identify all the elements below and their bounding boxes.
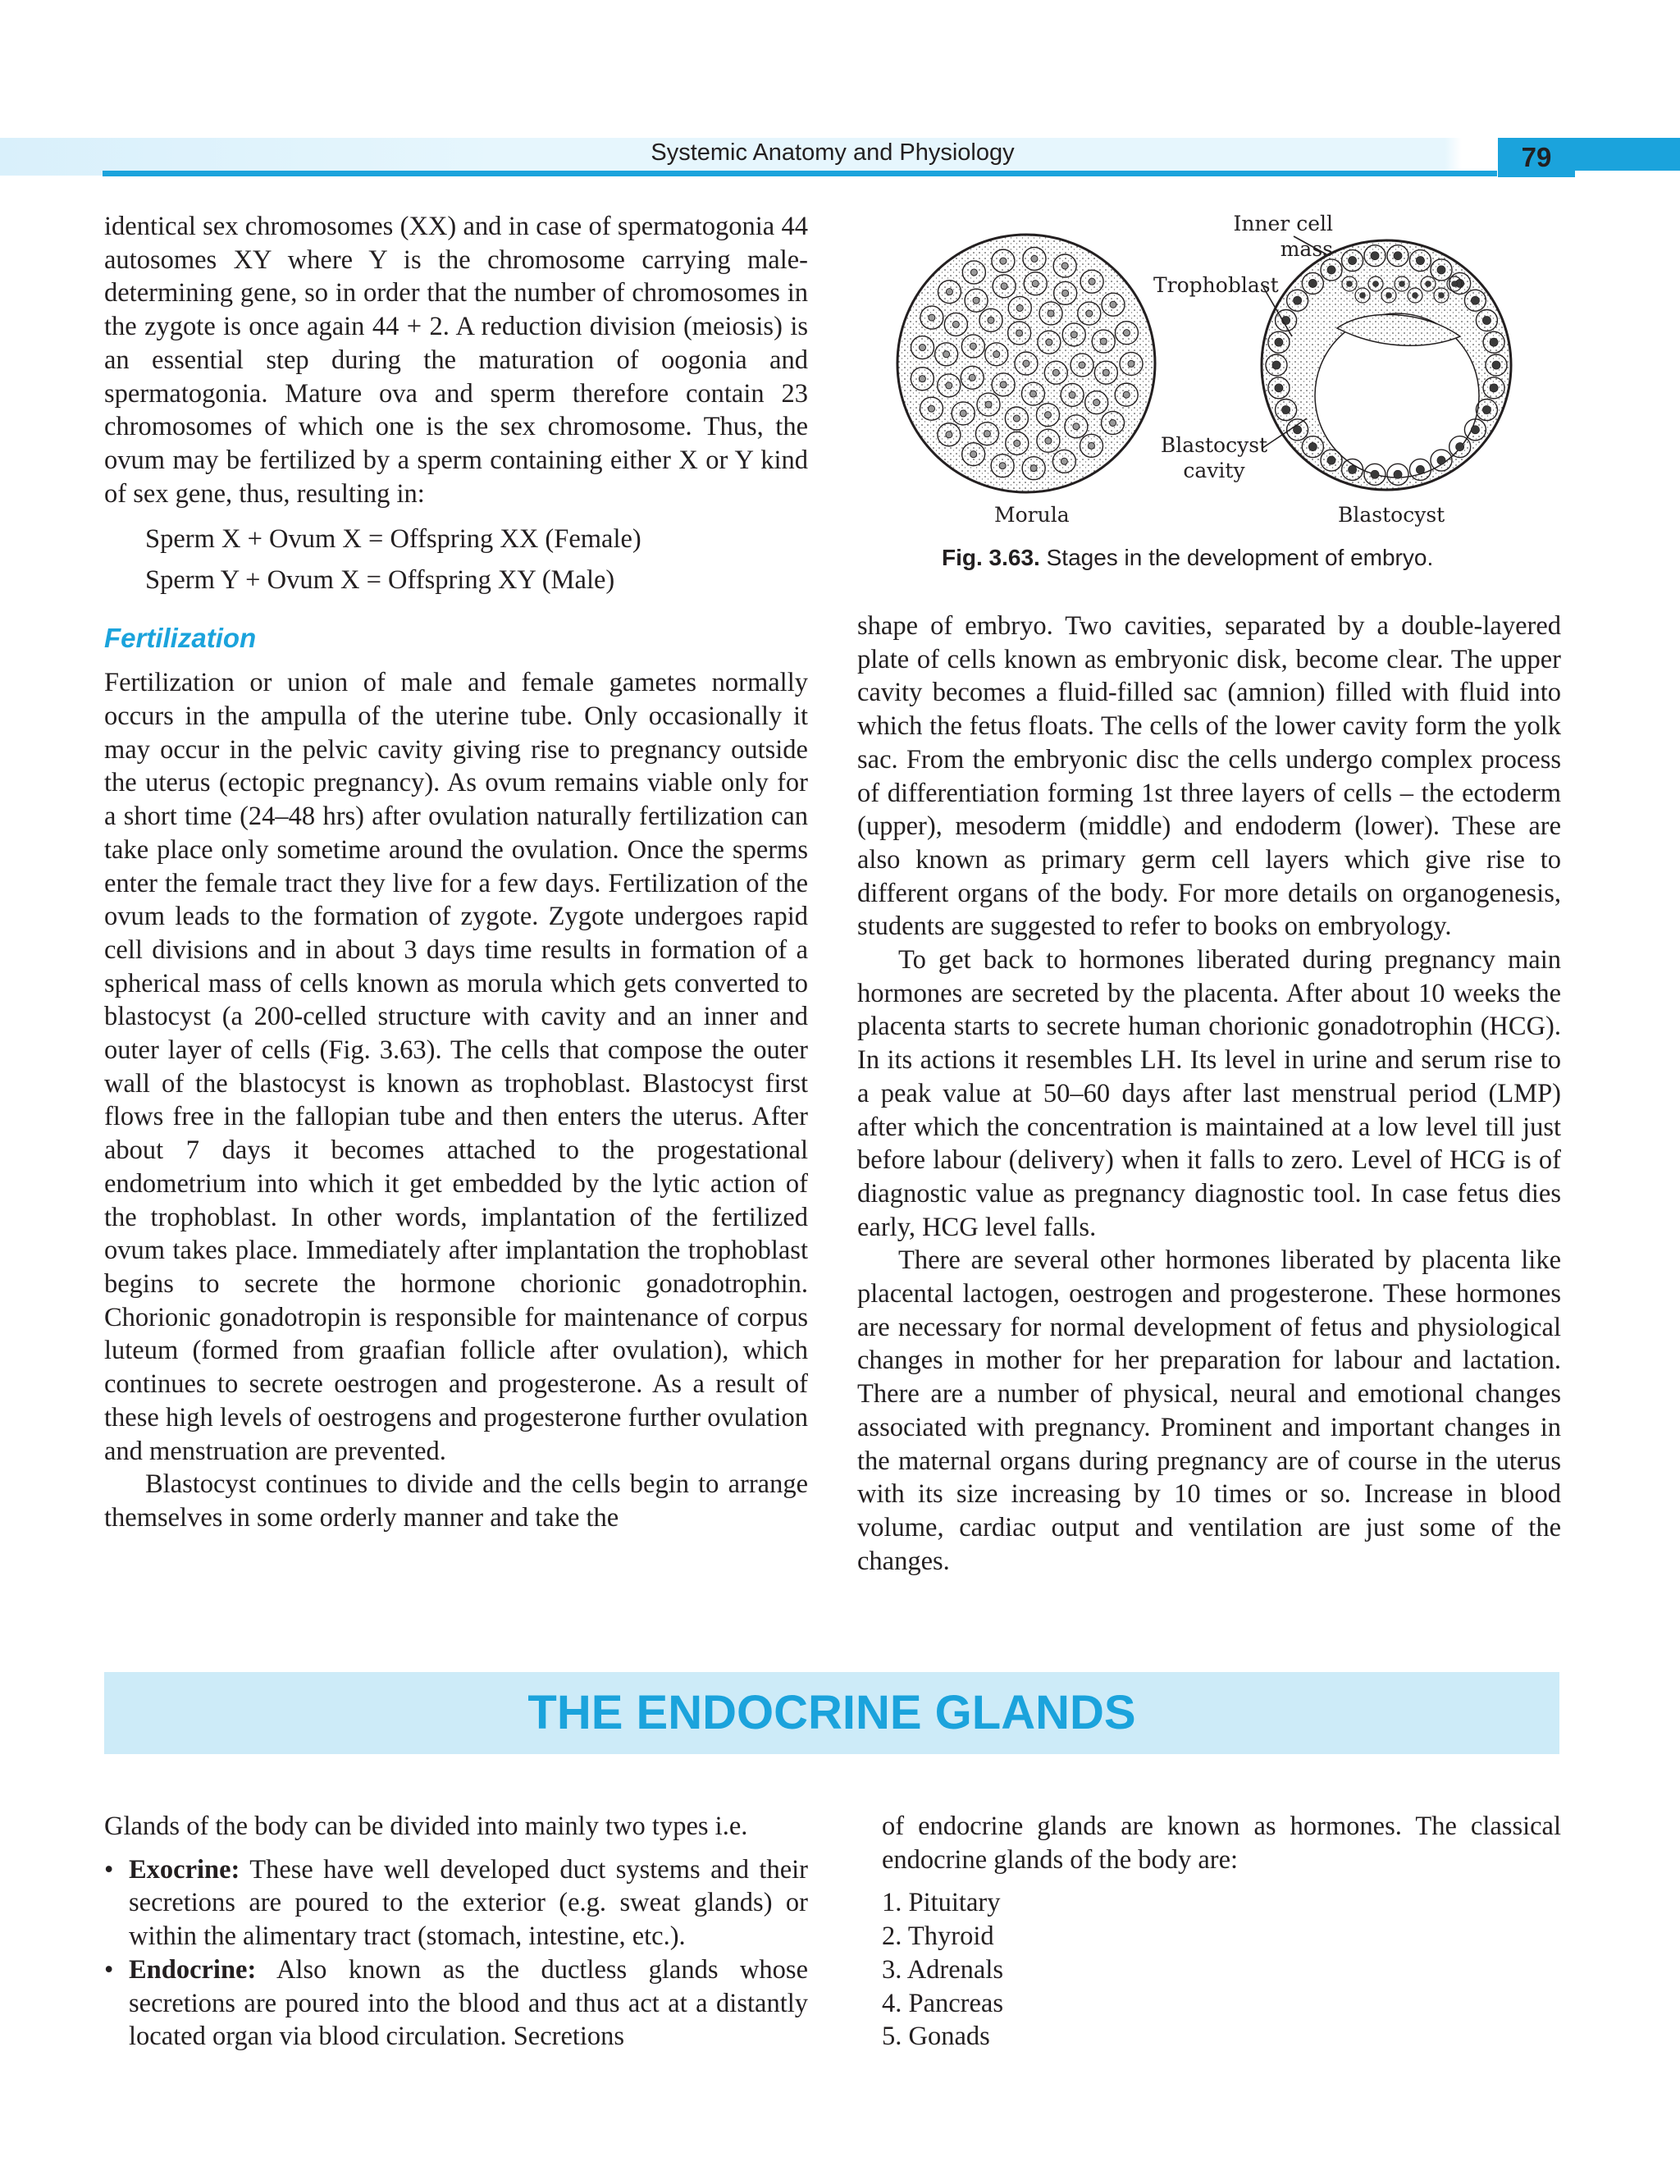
cell-mark (1394, 252, 1402, 260)
list-item: 3. Adrenals (882, 1954, 1004, 1985)
bullet: • (104, 1954, 114, 1985)
cell-mark (1016, 304, 1023, 311)
cell-mark (1079, 362, 1085, 368)
cell-mark (1452, 281, 1458, 287)
cell-mark (1327, 456, 1335, 464)
desc-endocrine: Also known as the ductless glands whose secretions are poured into the blood and thus act at a distantly located organ via blood circulation. Secretions (129, 1954, 808, 2052)
cell-mark (1110, 419, 1116, 426)
term-exocrine: Exocrine: (129, 1854, 240, 1885)
list-item-exocrine (104, 1853, 808, 1953)
morula-drawing (897, 235, 1155, 492)
cell-mark (1031, 255, 1038, 262)
caption-text: Stages in the development of embryo. (1046, 545, 1434, 570)
cell-mark (1416, 465, 1424, 473)
cell-mark (1089, 278, 1095, 285)
cell-mark (1013, 415, 1020, 422)
left-paragraph-2: Fertilization or union of male and female gametes normally occurs in the ampulla of the uterine tube. Only occasionally it may occur in the pelvic cavity giving rise to pregnancy outside the uterus (ectopic pregnancy). As ovum remains viable only for a short time (24–48 hrs) after ovulation naturally fertilization can take place only sometime around the ovulation. Once the sperms enter the female tract they live for a few days. Fertilization of the ovum leads to the formation of zygote. Zygote undergoes rapid cell divisions and in about 3 days time results in formation of a spherical mass of cells known as morula which gets converted to blastocyst (a 200-celled structure with cavity and an inner and outer layer of cells (Fig. 3.63). The cells that compose the outer wall of the blastocyst is known as trophoblast. Blastocyst first flows free in the fallopian tube and then enters the uterus. After about 7 days it becomes attached to the progestational endometrium into which it get embedded by the lytic action of the trophoblast. In other words, implantation of the fertilized ovum takes place. Immediately after implantation the trophoblast begins to secrete the hormone chorionic gonadotrophin. Chorionic gonadotropin is responsible for maintenance of corpus luteum (formed from graafian follicle after ovulation), which continues to secrete oestrogen and progesterone. As a result of these high levels of oestrogens and progesterone further ovulation and menstruation are prevented. (104, 668, 808, 1466)
cell-mark (1123, 391, 1130, 398)
cell-mark (1490, 338, 1498, 346)
cell-mark (984, 431, 990, 437)
list-item: 4. Pancreas (882, 1988, 1003, 2018)
cell-mark (1093, 400, 1100, 406)
cell-mark (1492, 361, 1500, 369)
cell-mark (1308, 443, 1317, 451)
cell-mark (1123, 330, 1130, 336)
label-blastocyst: Blastocyst (1338, 503, 1445, 527)
cell-mark (1000, 258, 1007, 264)
page-number-tab (1575, 138, 1680, 171)
cell-mark (1386, 293, 1392, 299)
cell-mark (993, 351, 1000, 358)
desc-exocrine: These have well developed duct systems and their secretions are poured to the exterior (e.g. sweat glands) or within the alimentary tract (stomach, intestine, etc.). (129, 1854, 808, 1952)
cell-mark (946, 382, 952, 389)
cell-mark (1437, 266, 1445, 274)
cell-mark (1102, 369, 1109, 376)
cell-mark (999, 463, 1006, 469)
list-item: 2. Thyroid (882, 1921, 994, 1952)
cell-mark (929, 314, 935, 321)
cell-mark (973, 297, 979, 304)
cell-mark (1399, 281, 1405, 287)
cell-mark (970, 269, 977, 276)
cell-mark (988, 317, 994, 323)
cell-mark (1482, 316, 1491, 324)
cell-mark (1349, 257, 1357, 265)
right-column (857, 610, 1561, 1578)
figure-caption (942, 545, 1433, 571)
cell-mark (1000, 382, 1007, 388)
cell-mark (1437, 456, 1445, 464)
glands-intro: Glands of the body can be divided into mainly two types i.e. (104, 1812, 748, 1841)
cell-mark (1490, 384, 1498, 392)
cell-mark (1456, 443, 1464, 451)
cell-mark (1044, 412, 1051, 418)
label-inner-cell-mass: Inner cell mass (1233, 212, 1333, 261)
cell-mark (1275, 338, 1283, 346)
cell-mark (1373, 281, 1379, 287)
left-paragraph-1: identical sex chromosomes (XX) and in case of spermatogonia 44 autosomes XY where Y is the chromosome carrying male-determining gene, so in order that the number of chromosomes in the zygote is once again 44 + 2. A reduction division (meiosis) is an essential step during the maturation of oogonia and spermatogonia. Mature ova and sperm therefore contain 23 chromosomes of which one is the sex chromosome. Thus, the ovum may be fertilized by a sperm containing either X or Y kind of sex gene, thus, resulting in: (104, 212, 808, 509)
cell-mark (960, 410, 966, 417)
list-item-endocrine (104, 1953, 808, 2054)
cell-mark (1128, 360, 1134, 367)
left-paragraph-3: Blastocyst continues to divide and the cells begin to arrange themselves in some orderly manner and take the (104, 1469, 808, 1533)
cell-mark (1110, 301, 1116, 308)
cell-mark (928, 405, 934, 412)
subheading-fertilization: Fertilization (104, 623, 257, 654)
blastocyst-drawing (1262, 240, 1511, 490)
endocrine-intro: of endocrine glands are known as hormones. The classical endocrine glands of the body are: (882, 1812, 1561, 1875)
cell-mark (1272, 361, 1281, 369)
label-morula: Morula (994, 503, 1070, 527)
cell-mark (1371, 252, 1379, 260)
caption-number: Fig. 3.63. (942, 545, 1040, 570)
cell-mark (1416, 257, 1424, 265)
cell-mark (1371, 470, 1379, 478)
cell-mark (1069, 391, 1075, 398)
label-blastocyst-cavity: Blastocyst cavity (1160, 433, 1268, 482)
cell-mark (970, 451, 977, 458)
bullet: • (104, 1854, 114, 1885)
cell-mark (1349, 465, 1357, 473)
cell-mark (1426, 281, 1431, 287)
cell-mark (1088, 442, 1094, 449)
header-rule (103, 171, 1497, 176)
section-title: THE ENDOCRINE GLANDS (527, 1686, 1136, 1739)
right-paragraph-3: There are several other hormones liberated by placenta like placental lactogen, oestrogen and progesterone. These hormones are necessary for normal development of fetus and physiological changes in mother for her preparation for labour and lactation. There are a number of physical, neural and emotional changes associated with pregnancy. Prominent and important changes in the maternal organs during pregnancy are of course in the uterus with its size increasing by 10 times or so. Increase in blood volume, cardiac output and ventilation are just some of the changes. (857, 1245, 1561, 1576)
cell-mark (919, 376, 925, 382)
running-title: Systemic Anatomy and Physiology (651, 139, 1015, 166)
cell-mark (1413, 293, 1418, 299)
endocrine-gland-list (882, 1886, 1561, 2054)
cell-mark (1045, 437, 1052, 444)
cell-mark (1001, 283, 1007, 290)
page-number: 79 (1498, 138, 1575, 177)
cell-mark (1061, 263, 1068, 269)
cell-mark (1394, 470, 1402, 478)
cell-mark (1471, 296, 1479, 304)
equation-male: Sperm Y + Ovum X = Offspring XY (Male) (145, 565, 615, 596)
cell-mark (1282, 406, 1290, 414)
cell-mark (919, 345, 925, 351)
cell-mark (1439, 293, 1445, 299)
cell-mark (1048, 310, 1054, 317)
section-banner (104, 1672, 1559, 1754)
cell-mark (1046, 339, 1052, 345)
cell-mark (1482, 406, 1491, 414)
cell-mark (1023, 360, 1029, 367)
right-paragraph-2: To get back to hormones liberated during pregnancy main hormones are secreted by the placenta. After about 10 weeks the placenta starts to secrete human chorionic gonadotrophin (HCG). In its actions it resembles LH. Its level in urine and serum rise to a peak value at 50–60 days after last menstrual period (LMP) after which the concentration is maintained at a low level till just before labour (delivery) when it falls to zero. Level of HCG is of diagnostic value as pregnancy diagnostic tool. In case fetus dies early, HCG level falls. (857, 945, 1561, 1242)
term-endocrine: Endocrine: (129, 1954, 257, 1985)
cell-mark (946, 432, 952, 438)
bottom-right-column (882, 1810, 1561, 2054)
label-trophoblast: Trophoblast (1153, 273, 1279, 297)
bottom-left-column (104, 1810, 808, 2054)
cell-mark (1032, 281, 1039, 287)
cell-mark (943, 351, 950, 358)
cell-mark (1052, 369, 1059, 376)
cell-mark (1294, 296, 1302, 304)
cell-mark (1061, 458, 1067, 464)
cell-mark (1360, 293, 1366, 299)
cell-mark (1275, 384, 1283, 392)
cell-mark (969, 374, 975, 381)
cell-mark (1062, 290, 1069, 296)
cell-mark (1073, 423, 1080, 430)
cell-mark (1016, 330, 1023, 336)
cell-mark (1100, 338, 1107, 345)
cell-mark (1071, 331, 1077, 338)
cell-mark (946, 289, 952, 295)
list-item: 1. Pituitary (882, 1888, 1001, 1918)
cell-mark (1471, 426, 1479, 434)
gland-types-list (104, 1853, 808, 2054)
cell-mark (1086, 310, 1093, 317)
cell-mark (1029, 391, 1036, 397)
cell-mark (985, 401, 992, 408)
equation-female: Sperm X + Ovum X = Offspring XX (Female) (145, 524, 641, 555)
cell-mark (970, 343, 976, 350)
list-item: 5. Gonads (882, 2022, 990, 2052)
cell-mark (1308, 279, 1317, 287)
cell-mark (952, 321, 959, 327)
cell-mark (1347, 281, 1353, 287)
embryo-figure (857, 205, 1563, 578)
right-paragraph-1: shape of embryo. Two cavities, separated by a double-layered plate of cells known as embryonic disk, become clear. The upper cavity becomes a fluid-filled sac (amnion) filled with fluid into which the fetus floats. The cells of the lower cavity form the yolk sac. From the embryonic disc the cells undergo complex process of differentiation forming 1st three layers of cells – the ectoderm (upper), mesoderm (middle) and endoderm (lower). These are also known as primary germ cell layers which give rise to different organs of the body. For more details on organogenesis, students are suggested to refer to books on embryology. (857, 611, 1561, 942)
cell-mark (1014, 440, 1020, 446)
left-column (104, 210, 808, 1535)
cell-mark (1030, 465, 1037, 472)
cell-mark (1327, 266, 1335, 274)
